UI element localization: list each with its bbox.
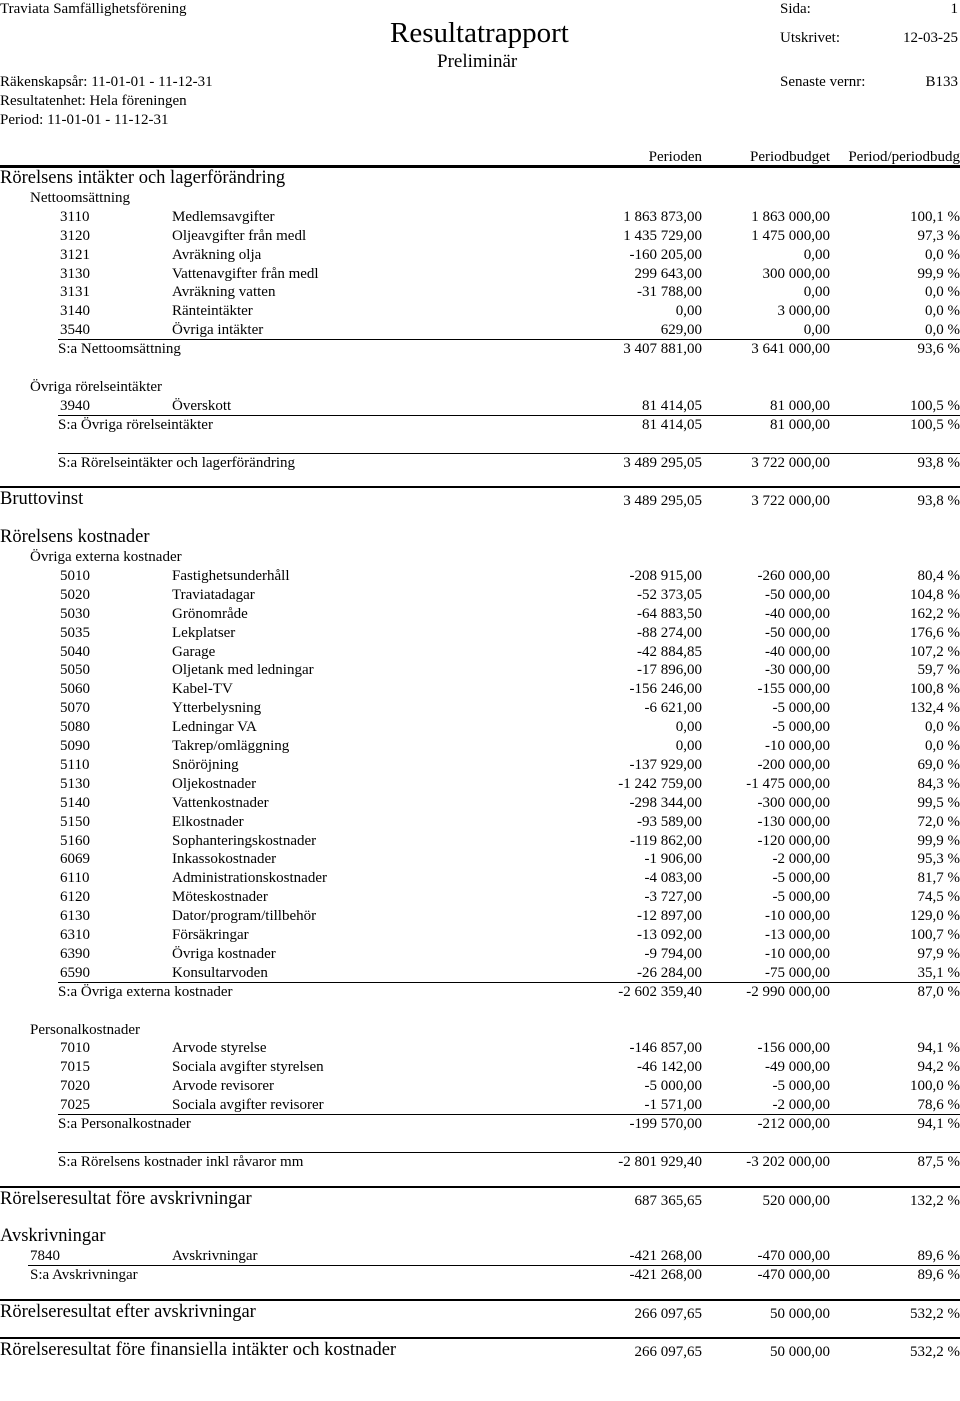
ratio-percent: 35,1 % — [917, 964, 960, 981]
account-code: 3130 — [60, 265, 90, 282]
account-name: Snöröjning — [172, 756, 239, 773]
ratio-percent: 89,6 % — [917, 1267, 960, 1284]
subtotal-label: S:a Övriga rörelseintäkter — [58, 416, 213, 433]
budget-amount: -3 202 000,00 — [746, 1153, 830, 1170]
column-header-budget: Periodbudget — [750, 149, 830, 165]
ratio-percent: 69,0 % — [917, 756, 960, 773]
period-amount: -4 083,00 — [644, 870, 702, 887]
ratio-percent: 59,7 % — [917, 662, 960, 679]
ratio-percent: 94,1 % — [917, 1040, 960, 1057]
budget-amount: -470 000,00 — [757, 1267, 830, 1284]
period-amount: -52 373,05 — [637, 586, 702, 603]
ratio-percent: 0,0 % — [925, 322, 960, 339]
ratio-percent: 93,8 % — [917, 454, 960, 471]
account-name: Fastighetsunderhåll — [172, 567, 290, 584]
account-code: 6110 — [60, 870, 90, 887]
account-name: Grönområde — [172, 605, 248, 622]
ratio-percent: 100,5 % — [910, 416, 960, 433]
total-rule — [0, 486, 960, 488]
budget-amount: -1 475 000,00 — [746, 775, 830, 792]
subtotal-label: S:a Avskrivningar — [30, 1267, 138, 1284]
account-name: Vattenkostnader — [172, 794, 269, 811]
period-amount: -146 857,00 — [629, 1040, 702, 1057]
period-amount: 687 365,65 — [634, 1192, 702, 1209]
account-code: 3131 — [60, 284, 90, 301]
budget-amount: -75 000,00 — [765, 964, 830, 981]
period-amount: 299 643,00 — [634, 265, 702, 282]
total-label: Rörelseresultat efter avskrivningar — [0, 1302, 256, 1322]
account-code: 5080 — [60, 719, 90, 736]
budget-amount: 81 000,00 — [770, 397, 830, 414]
period-amount: -26 284,00 — [637, 964, 702, 981]
period-amount: -2 602 359,40 — [618, 983, 702, 1000]
ratio-percent: 176,6 % — [910, 624, 960, 641]
budget-amount: -2 000,00 — [772, 851, 830, 868]
account-name: Övriga intäkter — [172, 322, 264, 339]
period-amount: 3 489 295,05 — [623, 493, 702, 510]
ratio-percent: 100,5 % — [910, 397, 960, 414]
ratio-percent: 0,0 % — [925, 719, 960, 736]
page-number: 1 — [950, 1, 958, 17]
budget-amount: 81 000,00 — [770, 416, 830, 433]
account-code: 3120 — [60, 227, 90, 244]
ratio-percent: 93,6 % — [917, 341, 960, 358]
page-label: Sida: — [780, 1, 811, 17]
account-code: 3110 — [60, 208, 90, 225]
period-amount: -421 268,00 — [629, 1248, 702, 1265]
ratio-percent: 87,0 % — [917, 983, 960, 1000]
period-range: Period: 11-01-01 - 11-12-31 — [0, 112, 169, 128]
ratio-percent: 100,7 % — [910, 927, 960, 943]
account-code: 7010 — [60, 1040, 90, 1057]
account-name: Oljekostnader — [172, 775, 257, 792]
section-heading: Rörelsens intäkter och lagerförändring — [0, 168, 286, 188]
account-code: 6310 — [60, 927, 90, 943]
group-heading: Nettoomsättning — [30, 189, 130, 206]
period-amount: -46 142,00 — [637, 1059, 702, 1076]
budget-amount: -155 000,00 — [757, 681, 830, 698]
account-code: 5050 — [60, 662, 90, 679]
budget-amount: 300 000,00 — [762, 265, 830, 282]
budget-amount: -156 000,00 — [757, 1040, 830, 1057]
account-code: 3540 — [60, 322, 90, 339]
account-name: Övriga kostnader — [172, 945, 276, 962]
account-code: 7025 — [60, 1097, 90, 1114]
account-name: Medlemsavgifter — [172, 208, 275, 225]
account-code: 5140 — [60, 794, 90, 811]
budget-amount: -2 000,00 — [772, 1097, 830, 1114]
period-amount: 3 407 881,00 — [623, 341, 702, 358]
account-code: 5110 — [60, 756, 90, 773]
account-code: 6390 — [60, 945, 90, 962]
group-heading: Övriga rörelseintäkter — [30, 378, 163, 395]
ratio-percent: 93,8 % — [917, 493, 960, 510]
period-amount: -31 788,00 — [637, 284, 702, 301]
ratio-percent: 104,8 % — [910, 586, 960, 603]
fiscal-year: Räkenskapsår: 11-01-01 - 11-12-31 — [0, 74, 213, 90]
budget-amount: 1 863 000,00 — [751, 208, 830, 225]
period-amount: 0,00 — [675, 738, 702, 754]
ratio-percent: 81,7 % — [917, 870, 960, 887]
budget-amount: -40 000,00 — [765, 643, 830, 660]
budget-amount: -49 000,00 — [765, 1059, 830, 1076]
ratio-percent: 94,2 % — [917, 1059, 960, 1076]
period-amount: -93 589,00 — [637, 813, 702, 830]
budget-amount: -130 000,00 — [757, 813, 830, 830]
last-vernr-value: B133 — [925, 74, 958, 90]
ratio-percent: 89,6 % — [917, 1248, 960, 1265]
group-heading: Övriga externa kostnader — [30, 549, 182, 565]
account-code: 5070 — [60, 700, 90, 717]
period-amount: 81 414,05 — [642, 397, 702, 414]
printed-date: 12-03-25 — [903, 30, 958, 46]
budget-amount: -2 990 000,00 — [746, 983, 830, 1000]
ratio-percent: 0,0 % — [925, 303, 960, 320]
budget-amount: -10 000,00 — [765, 738, 830, 754]
account-code: 5150 — [60, 813, 90, 830]
budget-amount: -13 000,00 — [765, 927, 830, 943]
account-name: Avräkning olja — [172, 246, 262, 263]
period-amount: -160 205,00 — [629, 246, 702, 263]
ratio-percent: 100,8 % — [910, 681, 960, 698]
account-name: Vattenavgifter från medl — [172, 265, 319, 282]
period-amount: 0,00 — [675, 303, 702, 320]
account-code: 6120 — [60, 889, 90, 906]
account-name: Konsultarvoden — [172, 964, 268, 981]
budget-amount: 0,00 — [803, 246, 830, 263]
budget-amount: -5 000,00 — [772, 889, 830, 906]
account-code: 3140 — [60, 303, 90, 320]
account-name: Takrep/omläggning — [172, 738, 290, 754]
period-amount: -12 897,00 — [637, 908, 702, 925]
budget-amount: -260 000,00 — [757, 567, 830, 584]
period-amount: 3 489 295,05 — [623, 454, 702, 471]
ratio-percent: 99,9 % — [917, 832, 960, 849]
group-heading: Personalkostnader — [30, 1021, 140, 1038]
period-amount: 629,00 — [660, 322, 702, 339]
ratio-percent: 74,5 % — [917, 889, 960, 906]
account-name: Möteskostnader — [172, 889, 268, 906]
account-code: 6069 — [60, 851, 90, 868]
result-unit: Resultatenhet: Hela föreningen — [0, 93, 187, 109]
period-amount: -88 274,00 — [637, 624, 702, 641]
ratio-percent: 0,0 % — [925, 246, 960, 263]
account-code: 5030 — [60, 605, 90, 622]
account-name: Sociala avgifter revisorer — [172, 1097, 324, 1114]
account-code: 7840 — [30, 1248, 60, 1265]
account-name: Arvode revisorer — [172, 1078, 275, 1095]
period-amount: -1 242 759,00 — [618, 775, 702, 792]
report-title: Resultatrapport — [390, 17, 569, 49]
account-name: Traviatadagar — [172, 586, 255, 603]
ratio-percent: 97,3 % — [917, 227, 960, 244]
total-rule — [0, 1186, 960, 1188]
account-name: Sociala avgifter styrelsen — [172, 1059, 324, 1076]
account-name: Inkassokostnader — [172, 851, 277, 868]
ratio-percent: 0,0 % — [925, 738, 960, 754]
printed-label: Utskrivet: — [780, 30, 840, 46]
account-name: Arvode styrelse — [172, 1040, 267, 1057]
account-code: 3121 — [60, 246, 90, 263]
budget-amount: -200 000,00 — [757, 756, 830, 773]
period-amount: -5 000,00 — [644, 1078, 702, 1095]
budget-amount: -470 000,00 — [757, 1248, 830, 1265]
report-subtitle: Preliminär — [437, 51, 518, 72]
period-amount: -156 246,00 — [629, 681, 702, 698]
period-amount: -13 092,00 — [637, 927, 702, 943]
budget-amount: 520 000,00 — [762, 1192, 830, 1209]
account-code: 5160 — [60, 832, 90, 849]
period-amount: -42 884,85 — [637, 643, 702, 660]
total-label: Bruttovinst — [0, 489, 84, 510]
budget-amount: -10 000,00 — [765, 908, 830, 925]
account-name: Överskott — [172, 397, 232, 414]
budget-amount: -120 000,00 — [757, 832, 830, 849]
ratio-percent: 87,5 % — [917, 1153, 960, 1170]
budget-amount: 0,00 — [803, 284, 830, 301]
account-code: 5040 — [60, 643, 90, 660]
period-amount: -119 862,00 — [630, 832, 702, 849]
ratio-percent: 97,9 % — [917, 945, 960, 962]
ratio-percent: 99,5 % — [917, 794, 960, 811]
ratio-percent: 80,4 % — [917, 567, 960, 584]
account-name: Oljetank med ledningar — [172, 662, 314, 679]
ratio-percent: 107,2 % — [910, 643, 960, 660]
ratio-percent: 532,2 % — [910, 1306, 960, 1322]
section-heading: Avskrivningar — [0, 1226, 106, 1247]
period-amount: -1 906,00 — [644, 851, 702, 868]
ratio-percent: 132,4 % — [910, 700, 960, 717]
account-name: Administrationskostnader — [172, 870, 327, 887]
budget-amount: -40 000,00 — [765, 605, 830, 622]
account-code: 5035 — [60, 624, 90, 641]
period-amount: -199 570,00 — [629, 1116, 702, 1132]
period-amount: 1 863 873,00 — [623, 208, 702, 225]
period-amount: -137 929,00 — [629, 756, 702, 773]
total-rule — [0, 1299, 960, 1301]
total-label: Rörelseresultat före avskrivningar — [0, 1188, 252, 1209]
ratio-percent: 532,2 % — [910, 1343, 960, 1360]
ratio-percent: 100,1 % — [910, 208, 960, 225]
period-amount: -64 883,50 — [637, 605, 702, 622]
ratio-percent: 0,0 % — [925, 284, 960, 301]
ratio-percent: 162,2 % — [910, 605, 960, 622]
account-code: 3940 — [60, 397, 90, 414]
period-amount: -208 915,00 — [629, 567, 702, 584]
account-code: 6130 — [60, 908, 90, 925]
account-name: Dator/program/tillbehör — [172, 908, 317, 925]
account-name: Ytterbelysning — [172, 700, 262, 717]
account-name: Ränteintäkter — [172, 303, 253, 320]
period-amount: -2 801 929,40 — [618, 1153, 702, 1170]
period-amount: -3 727,00 — [644, 889, 702, 906]
account-code: 7015 — [60, 1059, 90, 1076]
period-amount: 266 097,65 — [634, 1343, 702, 1360]
ratio-percent: 132,2 % — [910, 1192, 960, 1209]
budget-amount: 0,00 — [803, 322, 830, 339]
last-vernr-label: Senaste vernr: — [780, 74, 866, 90]
period-amount: -6 621,00 — [644, 700, 702, 717]
ratio-percent: 99,9 % — [917, 265, 960, 282]
account-code: 5130 — [60, 775, 90, 792]
subtotal-label: S:a Rörelsens kostnader inkl råvaror mm — [58, 1153, 304, 1170]
period-amount: -9 794,00 — [644, 945, 702, 962]
budget-amount: -300 000,00 — [757, 794, 830, 811]
account-name: Oljeavgifter från medl — [172, 227, 307, 244]
section-heading: Rörelsens kostnader — [0, 527, 150, 548]
budget-amount: -5 000,00 — [772, 1078, 830, 1095]
budget-amount: 3 722 000,00 — [751, 493, 830, 510]
budget-amount: -50 000,00 — [765, 624, 830, 641]
org-name: Traviata Samfällighetsförening — [0, 1, 187, 17]
account-name: Garage — [172, 643, 216, 660]
account-name: Avskrivningar — [172, 1248, 258, 1265]
account-name: Kabel-TV — [172, 681, 233, 698]
ratio-percent: 84,3 % — [917, 775, 960, 792]
budget-amount: 50 000,00 — [770, 1343, 830, 1360]
account-name: Elkostnader — [172, 813, 244, 830]
ratio-percent: 129,0 % — [910, 908, 960, 925]
account-name: Lekplatser — [172, 624, 236, 641]
budget-amount: 1 475 000,00 — [751, 227, 830, 244]
subtotal-label: S:a Personalkostnader — [58, 1116, 191, 1132]
period-amount: 0,00 — [675, 719, 702, 736]
period-amount: 81 414,05 — [642, 416, 702, 433]
budget-amount: -50 000,00 — [765, 586, 830, 603]
budget-amount: -5 000,00 — [772, 700, 830, 717]
budget-amount: -30 000,00 — [765, 662, 830, 679]
account-name: Ledningar VA — [172, 719, 257, 736]
subtotal-label: S:a Nettoomsättning — [58, 341, 181, 358]
period-amount: -298 344,00 — [629, 794, 702, 811]
budget-amount: -212 000,00 — [757, 1116, 830, 1132]
account-code: 5010 — [60, 567, 90, 584]
account-code: 5090 — [60, 738, 90, 754]
account-name: Sophanteringskostnader — [172, 832, 317, 849]
subtotal-label: S:a Övriga externa kostnader — [58, 983, 233, 1000]
budget-amount: -10 000,00 — [765, 945, 830, 962]
ratio-percent: 95,3 % — [917, 851, 960, 868]
column-header-period: Perioden — [648, 149, 702, 165]
ratio-percent: 100,0 % — [910, 1078, 960, 1095]
ratio-percent: 94,1 % — [917, 1116, 960, 1132]
account-name: Försäkringar — [172, 927, 249, 943]
column-header-ratio: Period/periodbudg — [848, 149, 960, 165]
budget-amount: 3 722 000,00 — [751, 454, 830, 471]
budget-amount: 3 000,00 — [777, 303, 830, 320]
account-code: 6590 — [60, 964, 90, 981]
budget-amount: -5 000,00 — [772, 870, 830, 887]
account-name: Avräkning vatten — [172, 284, 276, 301]
account-code: 5020 — [60, 586, 90, 603]
ratio-percent: 72,0 % — [917, 813, 960, 830]
period-amount: -421 268,00 — [629, 1267, 702, 1284]
account-code: 5060 — [60, 681, 90, 698]
period-amount: -1 571,00 — [644, 1097, 702, 1114]
total-label: Rörelseresultat före finansiella intäkter och kostnader — [0, 1339, 397, 1360]
total-rule — [0, 1337, 960, 1339]
period-amount: -17 896,00 — [637, 662, 702, 679]
budget-amount: 3 641 000,00 — [751, 341, 830, 358]
budget-amount: 50 000,00 — [770, 1306, 830, 1322]
period-amount: 266 097,65 — [634, 1306, 702, 1322]
period-amount: 1 435 729,00 — [623, 227, 702, 244]
budget-amount: -5 000,00 — [772, 719, 830, 736]
subtotal-label: S:a Rörelseintäkter och lagerförändring — [58, 454, 295, 471]
ratio-percent: 78,6 % — [917, 1097, 960, 1114]
account-code: 7020 — [60, 1078, 90, 1095]
